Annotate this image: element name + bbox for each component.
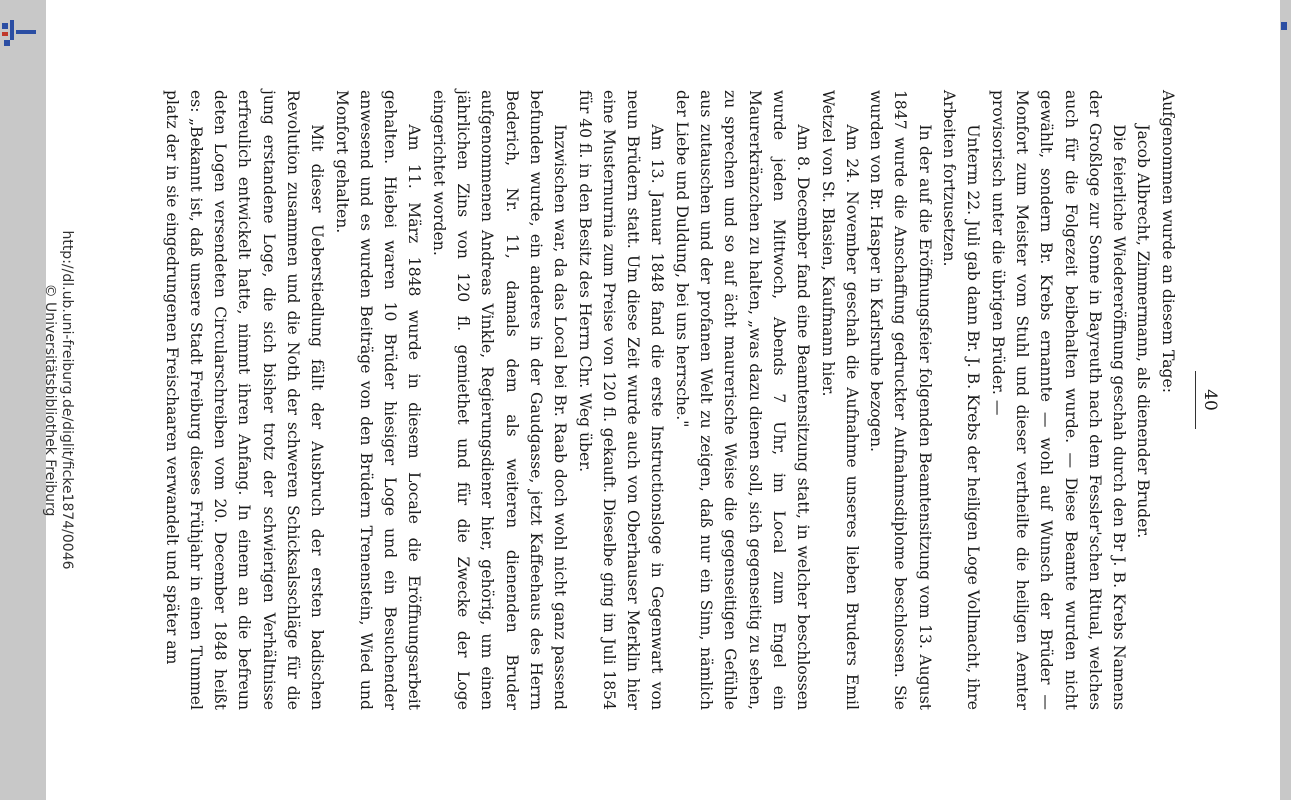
paragraph: Am 11. März 1848 wurde in diesem Locale die Eröffnungsarbeit gehalten. Hiebei waren 10 Brüder hiesiger Loge und ein Besuchender anwesend und es wurden Beiträge von den Brüdern Trenenstein, Wied und Monfort gehalten. [332,90,424,710]
document-page [42,0,1280,800]
rotated-page-text [162,90,1222,710]
paragraph: Am 8. December fand eine Beamtensitzung statt, in welcher beschlossen wurde jeden Mittwoch, Abends 7 Uhr, im Local zum Engel ein Maurerkränzchen zu halten, „was dazu dienen soll, sich gegenseitig zu sehen, zu sprechen und so auf ächt maurerische Weise die gegenseitigen Gefühle aus zutauschen und der profanen Welt zu zeigen, daß nur ein Sinn, nämlich der Liebe und Duldung, bei uns herrsche." [672,90,813,710]
paragraph: Unterm 22. Juli gab dann Br. J. B. Krebs der heiligen Loge Vollmacht, ihre Arbeiten fortzusetzen. [940,90,983,710]
copyright-line: © Universitätsbibliothek Freiburg [42,283,58,517]
paragraph: Inzwischen war, da das Local bei Br. Raab doch wohl nicht ganz passend befunden wurde, ein anderes in der Gaudgasse, jetzt Kaffeehaus des Herrn Bederich, Nr. 11, damals dem als weiteren dienenden Bruder aufgenommenen Andreas Vinkle, Regierungsdiener hier, gehörig, um einen jährlichen Zins von 120 fl. gemiethet und für die Zwecke der Loge eingerichtet worden. [429,90,570,710]
paragraph: Jacob Albrecht, Zimmermann, als dienender Bruder. [1134,124,1153,539]
library-logo-icon [0,20,40,50]
source-watermark [41,0,75,800]
paragraph: Am 13. Januar 1848 fand die erste Instructionsloge in Gegenwart von neun Brüdern statt. Um diese Zeit wurde auch von Oberhauser Merklin hier eine Musternurnia zum Preise von 120 fl. gekauft. Dieselbe ging im Juli 1854 für 40 fl. in den Besitz des Herrn Chr. Weg über. [575,90,667,710]
paragraph: Aufgenommen wurde an diesem Tage: [1158,90,1177,393]
paragraph: Die feierliche Wiedereröffnung geschah durch den Br J. B. Krebs Namens der Großloge zur Sonne in Bayreuth nach dem Fessler'schen Ritual, welches auch für die Folgezeit beibehalten wurde. — Diese Beamte wurden nicht gewählt, sondern Br. Krebs ernannte — wohl auf Wunsch der Brüder — Monfort zum Meister vom Stuhl und dieser vertheilte die heiligen Aemter provisorisch unter die übrigen Brüder. — [988,90,1129,710]
paragraph: Mit dieser Ueberstiedlung fällt der Ausbruch der ersten badischen Revolution zusammen und die Noth der schweren Schicksalsschläge für die jung erstandene Loge, die sich bisher trotz der schwierigen Verhältnisse erfreulich entwickelt hatte, nimmt ihren Anfang. In einem an die befreun deten Logen versendeten Circularschreiben vom 20. December 1848 heißt es: „Bekannt ist, daß unsere Stadt Freiburg dieses Frühjahr in einen Tummel platz der in sie eingedrungenen Freischaaren verwandelt und später am [162,90,327,710]
source-url: http://dl.ub.uni-freiburg.de/diglit/ficke1874/0046 [59,230,75,570]
right-scroll-strip[interactable] [1280,0,1291,800]
paragraph: In der auf die Eröffnungsfeier folgenden Beamtensitzung vom 13. August 1847 wurde die Anschaffung gedruckter Aufnahmsdiplome beschlossen. Sie wurden von Br. Hasper in Karlsruhe bezogen. [867,90,934,710]
library-logo-icon [1280,20,1291,40]
paragraph: Am 24. November geschah die Aufnahme unseres lieben Bruders Emil Wetzel von St. Blasien, Kaufmann hier. [818,90,861,710]
page-number: 40 [1198,90,1222,710]
left-margin-panel [0,0,46,800]
page-content-area [162,90,1222,710]
